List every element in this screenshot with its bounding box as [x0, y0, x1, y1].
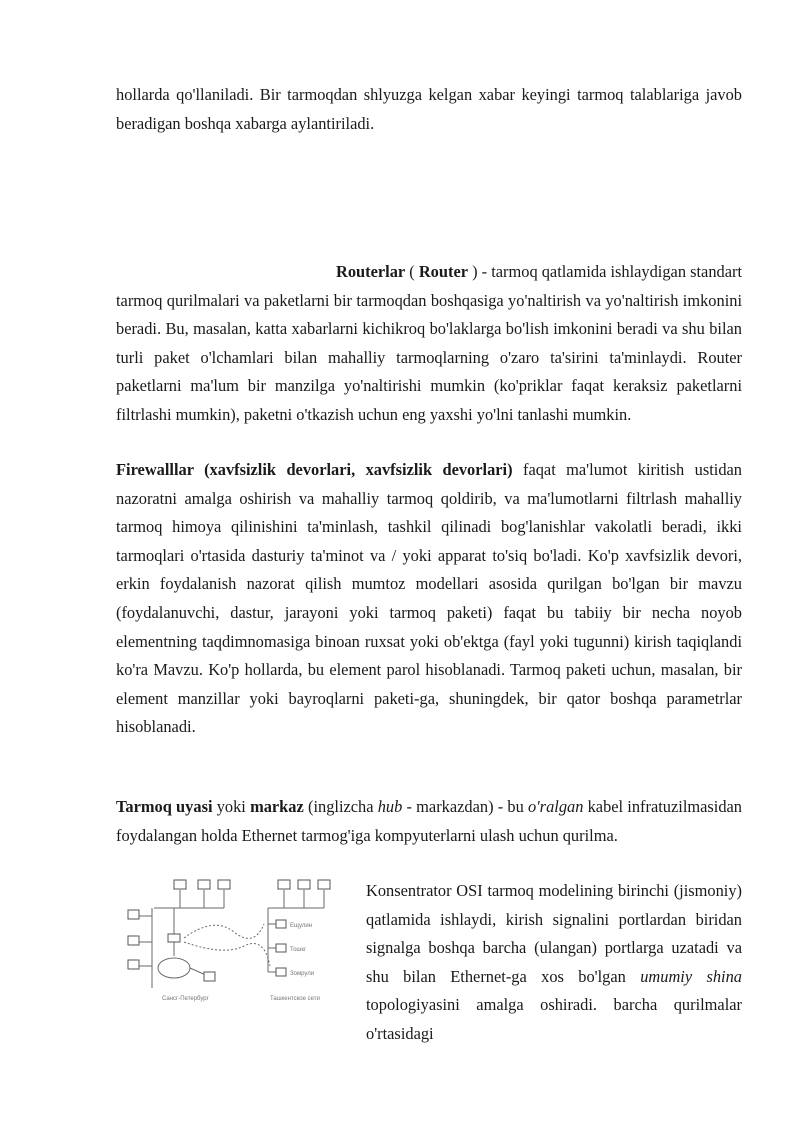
paragraph-gateway-text: hollarda qo'llaniladi. Bir tarmoqdan shlyuzga kelgan xabar keyingi tarmoq talablariga javob beradigan boshqa xabarga aylantiriladi.	[116, 85, 742, 133]
paragraph-router	[116, 258, 742, 430]
paragraph-hub	[116, 793, 742, 850]
hub-term-markaz: markaz	[250, 797, 304, 816]
hub-connector-2: (inglizcha	[303, 797, 378, 816]
konsentrator-term: umumiy shina	[640, 966, 743, 986]
paragraph-konsentrator	[366, 877, 742, 1049]
konsentrator-text-1: Konsentrator OSI tarmoq modelining birinchi (jismoniy) qatlamida ishlaydi, kirish signalini portlardan biridan signalga boshqa barcha (ulangan) portlarga uzatadi va shu bilan Ethernet-ga xos bo'lgan	[366, 881, 742, 986]
firewall-term: Firewalllar (xavfsizlik devorlari, xavfsizlik devorlari)	[116, 460, 513, 479]
diagram-caption-left: Сансг-Петербург	[162, 996, 209, 1002]
paragraph-gateway	[116, 81, 742, 138]
hub-connector-1: yoki	[212, 797, 251, 816]
diagram-caption-right: Ташкентское сети	[270, 996, 320, 1002]
paragraph-firewall	[116, 456, 742, 742]
firewall-definition: faqat ma'lumot kiritish ustidan nazoratni amalga oshirish va mahalliy tarmoq qoldirib, va ma'lumotlarni filtrlash mahalliy tarmoq himoya qilinishini ta'minlash, tashkil qilinadi bog'lanishlar vakolatli beradi, ikki tarmoqlari o'rtasida dasturiy ta'minot va / yoki apparat to'siq bo'ladi. Ko'p xavfsizlik devori, erkin foydalanish nazorat qilish mumtoz modellari asosida qurilgan bo'lgan bir mavzu (foydalanuvchi, dastur, jarayoni yoki tarmoq paketi) faqat bu tabiiy bir necha noyob elementning taqdimnomasiga binoan ruxsat yoki ob'ektga (fayl yoki tugunni) kirish taqiqlandi ko'ra Mavzu. Ko'p hollarda, bu element parol hisoblanadi. Tarmoq paketi uchun, masalan, bir element manzillar yoki bayroqlarni paketi-ga, shuningdek, bir qator boshqa parametrlar hisoblanadi.	[116, 460, 742, 737]
hub-term-twisted: o'ralgan	[527, 797, 584, 816]
diagram-label-1: Ещулин	[290, 923, 313, 929]
hub-connector-3: - markazdan) - bu	[402, 797, 528, 816]
router-paren: (	[405, 262, 419, 281]
router-definition: ) - tarmoq qatlamida ishlaydigan standart tarmoq qurilmalari va paketlarni bir tarmoqdan boshqasiga yo'naltirish va yo'naltirish imkonini beradi. Bu, masalan, katta xabarlarni kichikroq bo'laklarga bo'lish imkonini beradi va shu bilan turli paket o'lchamlari bilan mahalliy tarmoqlarning o'zaro ta'sirini ta'minlaydi. Router paketlarni ma'lum bir manzilga yo'naltirishi mumkin (ko'priklar faqat keraksiz paketlarni filtrlashi mumkin), paketni o'tkazish uchun eng yaxshi yo'lni tanlashi mumkin.	[116, 262, 743, 424]
router-term-en: Router	[418, 262, 468, 281]
network-diagram-svg	[124, 876, 356, 1006]
hub-term-en: hub	[377, 797, 403, 816]
hub-term: Tarmoq uyasi	[116, 797, 213, 816]
diagram-label-2: Тошкг	[290, 947, 307, 953]
diagram-label-3: Зомрули	[290, 971, 315, 977]
konsentrator-text-2: topologiyasini amalga oshiradi. barcha qurilmalar o'rtasidagi	[366, 995, 742, 1043]
hub-definition: kabel infratuzilmasidan foydalangan holda Ethernet tarmog'iga kompyuterlarni ulash uchun qurilma.	[116, 797, 742, 845]
network-diagram	[124, 876, 356, 1006]
router-term: Routerlar	[336, 262, 406, 281]
